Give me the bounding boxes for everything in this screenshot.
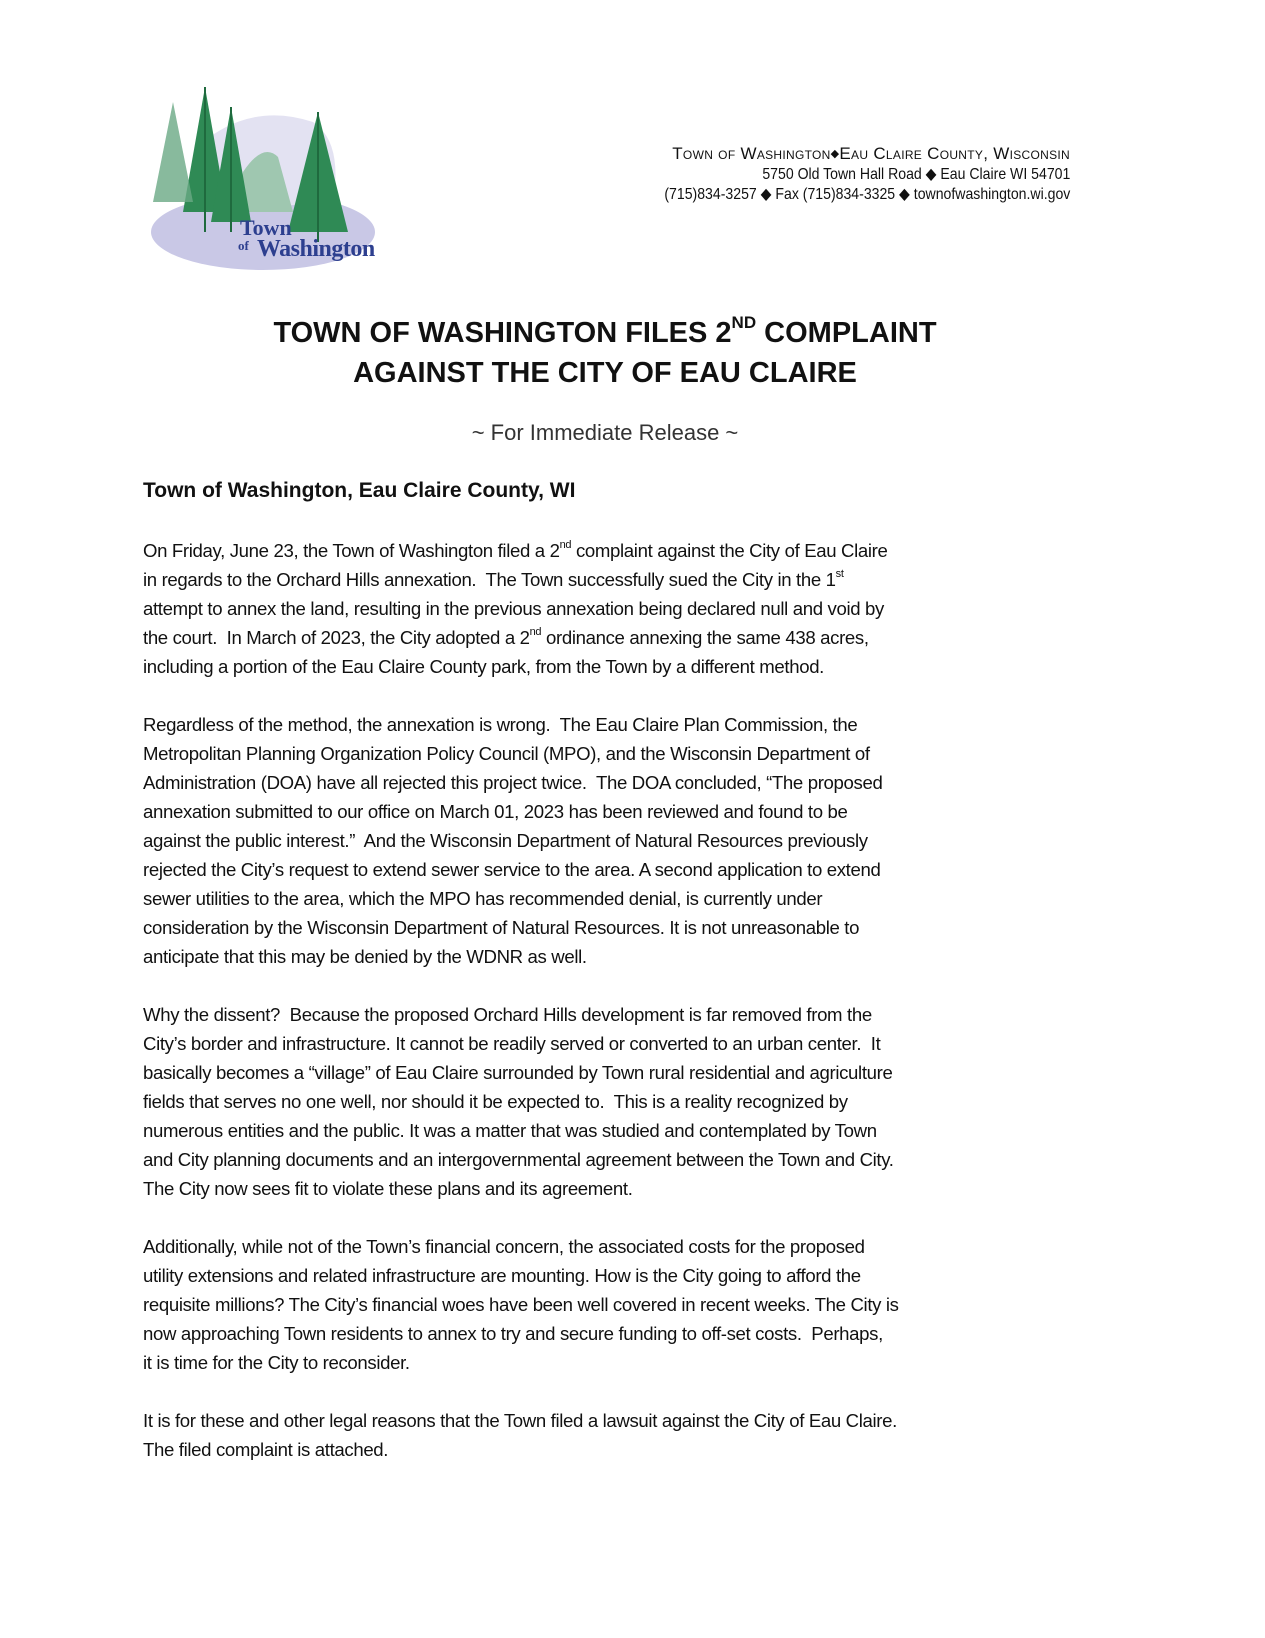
text-line (143, 797, 1083, 826)
text-line (143, 1029, 1083, 1058)
text-segment: Metropolitan Planning Organization Policy Council (MPO), and the Wisconsin Department of (143, 743, 870, 764)
text-segment: rejected the City’s request to extend sewer service to the area. A second application to extend (143, 859, 881, 880)
text-line (143, 913, 1083, 942)
text-segment: ordinance annexing the same 438 acres, (541, 627, 869, 648)
text-line (143, 739, 1083, 768)
diamond-icon: ◆ (830, 148, 840, 160)
paragraph (143, 1232, 1083, 1377)
text-line (143, 1058, 1083, 1087)
text-line (143, 652, 1083, 681)
text-line (143, 1000, 1083, 1029)
release-label: ~ For Immediate Release ~ (471, 420, 739, 445)
dateline: Town of Washington, Eau Claire County, WI (143, 479, 576, 502)
text-line (143, 1290, 1083, 1319)
paragraph (143, 710, 1083, 971)
text-segment: It is for these and other legal reasons that the Town filed a lawsuit against the City of Eau Claire. (143, 1410, 897, 1431)
text-line (143, 565, 1083, 594)
text-line (143, 594, 1083, 623)
text-segment: The City now sees fit to violate these plans and its agreement. (143, 1178, 633, 1199)
text-segment: Additionally, while not of the Town’s financial concern, the associated costs for the proposed (143, 1236, 865, 1257)
text-segment: against the public interest.” And the Wisconsin Department of Natural Resources previously (143, 830, 868, 851)
text-segment: in regards to the Orchard Hills annexation. The Town successfully sued the City in the 1 (143, 569, 836, 590)
text-segment: Administration (DOA) have all rejected this project twice. The DOA concluded, “The proposed (143, 772, 883, 793)
body-text (143, 536, 1083, 1493)
title-line2: AGAINST THE CITY OF EAU CLAIRE (353, 357, 857, 389)
title-line1: TOWN OF WASHINGTON FILES 2 (273, 317, 732, 349)
text-segment: numerous entities and the public. It was a matter that was studied and contemplated by Town (143, 1120, 877, 1141)
text-segment: fields that serves no one well, nor should it be expected to. This is a reality recognized by (143, 1091, 848, 1112)
text-segment: consideration by the Wisconsin Department of Natural Resources. It is not unreasonable to (143, 917, 860, 938)
title-line1-end: COMPLAINT (756, 317, 937, 349)
text-segment: Regardless of the method, the annexation is wrong. The Eau Claire Plan Commission, the (143, 714, 858, 735)
text-line (143, 1261, 1083, 1290)
text-line (143, 1348, 1083, 1377)
text-segment: and City planning documents and an intergovernmental agreement between the Town and City. (143, 1149, 894, 1170)
text-segment: The filed complaint is attached. (143, 1439, 389, 1460)
text-segment: sewer utilities to the area, which the MPO has recommended denial, is currently under (143, 888, 823, 909)
paragraph (143, 536, 1083, 681)
paragraph (143, 1406, 1083, 1464)
text-segment: basically becomes a “village” of Eau Claire surrounded by Town rural residential and agriculture (143, 1062, 893, 1083)
text-line (143, 623, 1083, 652)
text-segment: annexation submitted to our office on March 01, 2023 has been reviewed and found to be (143, 801, 848, 822)
text-line (143, 1435, 1083, 1464)
ordinal-superscript: nd (559, 539, 572, 551)
letterhead-address: 5750 Old Town Hall Road ◆ Eau Claire WI 54701 (762, 166, 1070, 183)
text-segment: anticipate that this may be denied by the WDNR as well. (143, 946, 587, 967)
paragraph (143, 1000, 1083, 1203)
logo-text-of: of (238, 238, 249, 253)
letterhead-county: Eau Claire County, Wisconsin (839, 144, 1070, 163)
letterhead (609, 143, 1070, 205)
text-line (143, 1116, 1083, 1145)
text-line (143, 1319, 1083, 1348)
text-segment: On Friday, June 23, the Town of Washington filed a 2 (143, 540, 560, 561)
ordinal-superscript: nd (529, 626, 542, 638)
text-line (143, 1174, 1083, 1203)
text-segment: utility extensions and related infrastructure are mounting. How is the City going to afford the (143, 1265, 861, 1286)
letterhead-contact: (715)834-3257 ◆ Fax (715)834-3325 ◆ townofwashington.wi.gov (664, 186, 1070, 203)
text-line (143, 1145, 1083, 1174)
logo-text-town: Town (240, 215, 292, 240)
text-line (143, 884, 1083, 913)
text-line (143, 536, 1083, 565)
text-segment: including a portion of the Eau Claire County park, from the Town by a different method. (143, 656, 824, 677)
text-segment: the court. In March of 2023, the City adopted a 2 (143, 627, 530, 648)
text-segment: Why the dissent? Because the proposed Orchard Hills development is far removed from the (143, 1004, 872, 1025)
logo-text-washington: Washington (257, 236, 375, 262)
text-segment: requisite millions? The City’s financial woes have been well covered in recent weeks. The City is (143, 1294, 899, 1315)
text-segment: attempt to annex the land, resulting in the previous annexation being declared null and void by (143, 598, 884, 619)
text-segment: it is time for the City to reconsider. (143, 1352, 410, 1373)
text-line (143, 768, 1083, 797)
town-logo (143, 82, 403, 272)
letterhead-org: Town of Washington (672, 144, 831, 163)
text-line (143, 1087, 1083, 1116)
title-sup: ND (731, 313, 757, 332)
text-line (143, 826, 1083, 855)
text-line (143, 855, 1083, 884)
text-line (143, 1406, 1083, 1435)
text-segment: City’s border and infrastructure. It cannot be readily served or converted to an urban center. It (143, 1033, 881, 1054)
text-line (143, 710, 1083, 739)
text-line (143, 942, 1083, 971)
text-line (143, 1232, 1083, 1261)
page-title (0, 313, 1210, 393)
text-segment: complaint against the City of Eau Claire (571, 540, 888, 561)
text-segment: now approaching Town residents to annex to try and secure funding to off-set costs. Perhaps, (143, 1323, 883, 1344)
ordinal-superscript: st (835, 568, 844, 580)
